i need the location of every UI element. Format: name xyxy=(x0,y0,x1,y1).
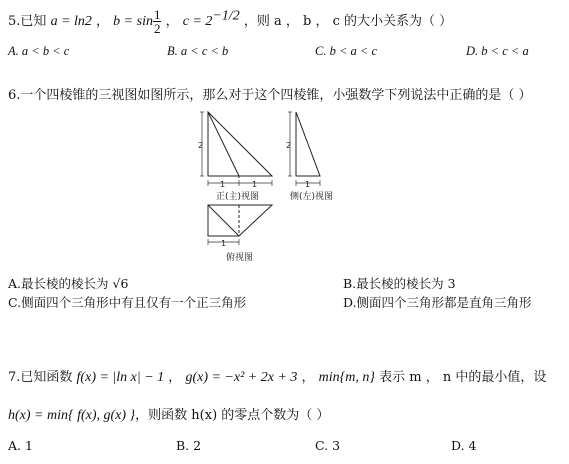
question-7-line-2 xyxy=(8,404,329,424)
three-view-figure xyxy=(196,108,356,273)
f-definition: f(x) = |ln x| − 1 xyxy=(76,370,165,385)
q7-line2-tail: ，则函数 h(x) 的零点个数为（ ） xyxy=(135,408,330,423)
front-width-label-1: 1 xyxy=(220,180,226,189)
q5-option-a[interactable]: A. a < b < c xyxy=(8,44,70,58)
q7-lead: 7.已知函数 xyxy=(8,370,77,385)
question-5-stem: 5.已知 a = ln2 ， b = sin $\frac{1}{2}$ ， $c = 2^{-1/2}$ ，则 a ， b ， c 的大小关系为（ ） xyxy=(8,7,453,36)
q7-line1-tail: 表示 m ， n 中的最小值，设 xyxy=(379,370,547,385)
q5-lead: 已知 xyxy=(20,14,47,29)
question-6-stem: 6.一个四棱锥的三视图如图所示，那么对于这个四棱锥，小强数学下列说法中正确的是（ ） xyxy=(8,88,532,103)
q7-option-b[interactable]: B. 2 xyxy=(176,438,202,453)
question-7-line-1: 7.已知函数 f(x) = |ln x| − 1 ， g(x) = −x² + 2x + 3 ， min{m, n} 表示 m ， n 中的最小值，设 xyxy=(8,370,547,385)
min-definition: min{m, n} xyxy=(318,370,375,385)
q5-option-b[interactable]: B. a < c < b xyxy=(167,44,229,58)
q5-option-d[interactable]: D. b < c < a xyxy=(466,44,529,58)
front-view-triangle xyxy=(208,112,272,176)
front-width-label-2: 1 xyxy=(252,180,258,189)
a-expression: a = ln2 xyxy=(50,14,92,29)
top-view-diagonal xyxy=(208,205,239,236)
side-width-label: 1 xyxy=(305,180,311,189)
front-height-label: 2 xyxy=(198,141,204,150)
q7-option-d[interactable]: D. 4 xyxy=(451,438,477,453)
c-exponent: −1/2 xyxy=(212,8,240,24)
q6-option-c[interactable]: C.侧面四个三角形中有且仅有一个正三角形 xyxy=(8,295,247,310)
h-definition: h(x) = min{ f(x), g(x) } xyxy=(8,408,136,423)
q7-option-c[interactable]: C. 3 xyxy=(315,438,341,453)
top-view-caption: 俯视图 xyxy=(226,253,254,263)
b-expression: b = sin xyxy=(113,14,153,29)
top-view-shape xyxy=(208,205,272,236)
q6-option-b[interactable]: B.最长棱的棱长为 3 xyxy=(343,276,456,291)
q7-option-a[interactable]: A. 1 xyxy=(8,438,33,453)
c-expression: c = 2 xyxy=(182,14,213,29)
side-height-label: 2 xyxy=(286,141,292,150)
g-definition: g(x) = −x² + 2x + 3 xyxy=(185,370,298,385)
side-view-caption: 侧(左)视图 xyxy=(290,192,334,202)
side-view-triangle xyxy=(296,112,320,176)
top-width-label: 1 xyxy=(221,239,227,248)
q5-option-c[interactable]: C. b < a < c xyxy=(315,44,378,58)
q5-tail: ，则 a ， b ， c 的大小关系为（ ） xyxy=(243,14,453,29)
fraction-one-half: $\frac{1}{2}$ xyxy=(153,7,161,36)
front-view-caption: 正(主)视图 xyxy=(216,192,260,202)
question-number: 5. xyxy=(8,14,21,29)
q6-option-a[interactable]: A.最长棱的棱长为 √6 xyxy=(8,276,129,291)
front-view-inner-edge xyxy=(208,112,239,176)
q6-option-d[interactable]: D.侧面四个三角形都是直角三角形 xyxy=(343,295,532,310)
